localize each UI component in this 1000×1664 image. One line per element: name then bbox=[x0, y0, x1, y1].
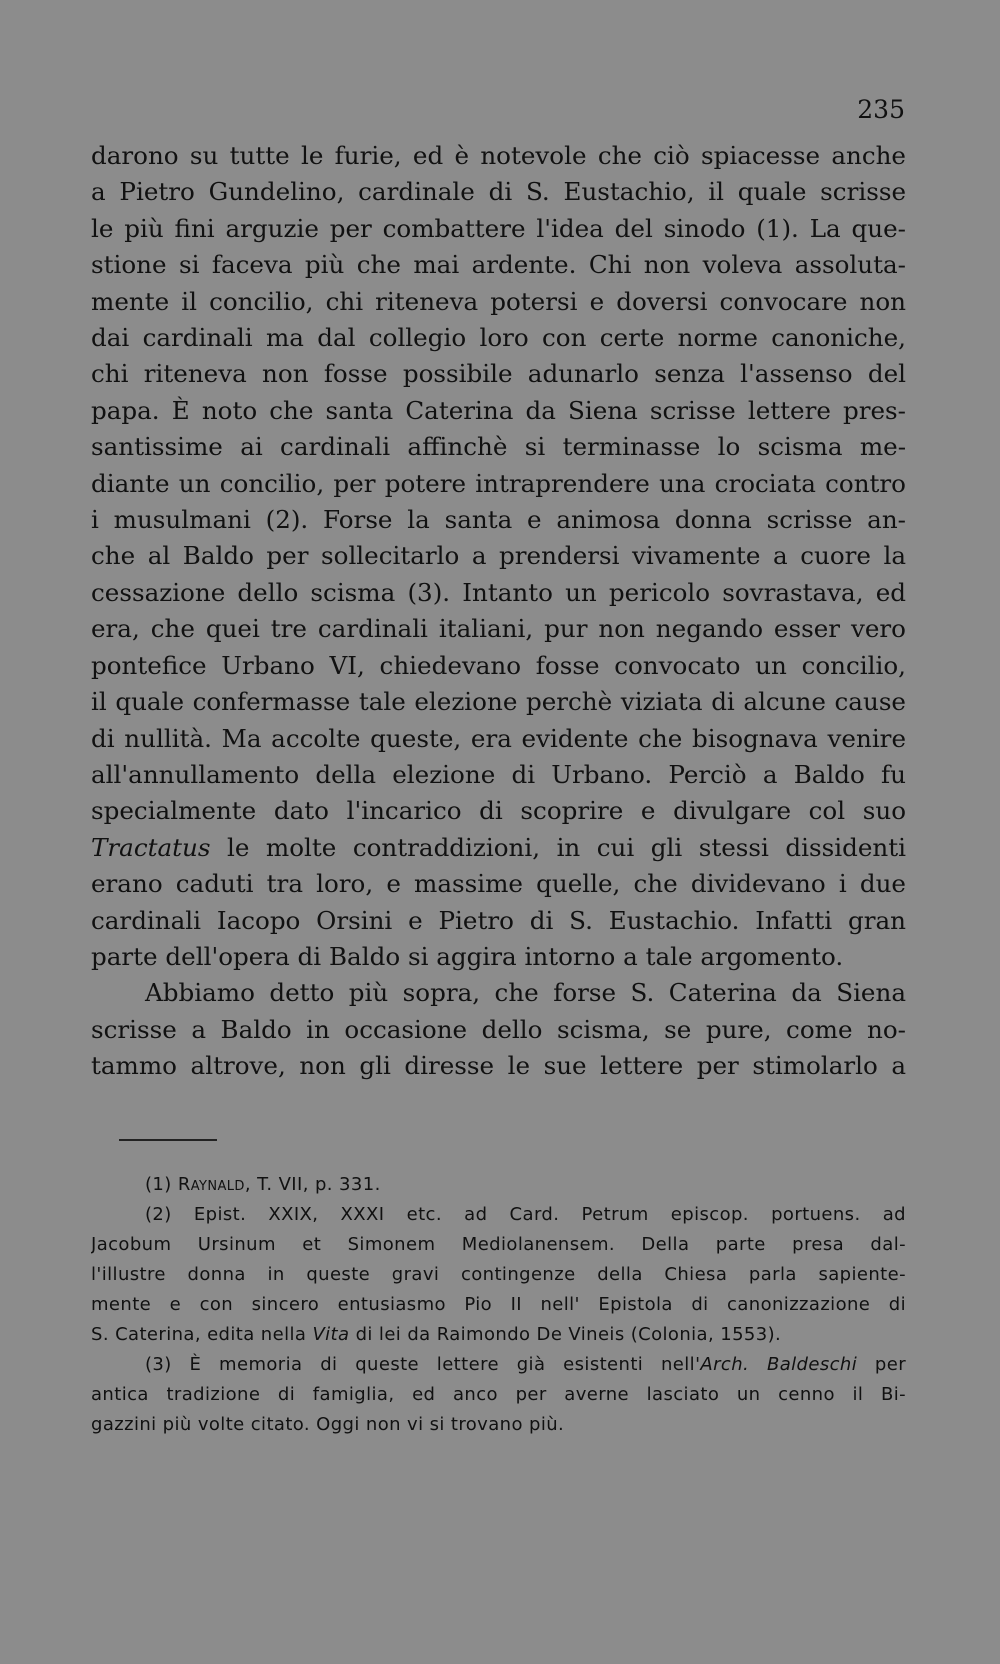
text-line: cessazione dello scisma (3). Intanto un pericolo sovrastava, ed bbox=[91, 577, 906, 607]
text-fragment: per bbox=[857, 1354, 906, 1375]
text-line: cardinali Iacopo Orsini e Pietro di S. Eustachio. Infatti gran bbox=[91, 905, 906, 935]
text-line: papa. È noto che santa Caterina da Siena scrisse lettere pres- bbox=[91, 395, 906, 425]
footnotes bbox=[91, 1170, 906, 1440]
footnote-2-line: Jacobum Ursinum et Simonem Mediolanensem. Della parte presa dal- bbox=[91, 1234, 906, 1255]
text-line: mente il concilio, chi riteneva potersi e doversi convocare non bbox=[91, 286, 906, 316]
text-fragment: S. Caterina, edita nella bbox=[91, 1324, 313, 1345]
text-line: chi riteneva non fosse possibile adunarlo senza l'assenso del bbox=[91, 359, 906, 389]
text-line: erano caduti tra loro, e massime quelle, che dividevano i due bbox=[91, 869, 906, 899]
text-line: tammo altrove, non gli diresse le sue lettere per stimolarlo a bbox=[91, 1051, 906, 1081]
text-line: le più fini arguzie per combattere l'idea del sinodo (1). La que- bbox=[91, 213, 906, 243]
text-line: di nullità. Ma accolte queste, era evidente che bisognava venire bbox=[91, 723, 906, 753]
text-line: parte dell'opera di Baldo si aggira intorno a tale argomento. bbox=[91, 941, 844, 971]
text-line: all'annullamento della elezione di Urbano. Perciò a Baldo fu bbox=[91, 759, 906, 789]
text-fragment: (3) È memoria di queste lettere già esistenti nell' bbox=[145, 1354, 701, 1375]
footnote-text: T. VII, p. 331. bbox=[257, 1174, 381, 1195]
footnote-divider bbox=[119, 1139, 217, 1141]
footnote-3-line bbox=[91, 1350, 906, 1380]
text-line: darono su tutte le furie, ed è notevole che ciò spiacesse anche bbox=[91, 141, 906, 170]
text-line: il quale confermasse tale elezione perchè viziata di alcune cause bbox=[91, 687, 906, 717]
footnote-1 bbox=[91, 1170, 906, 1200]
italic-title: Arch. Baldeschi bbox=[700, 1354, 858, 1375]
text-fragment: le molte contraddizioni, in cui gli stessi dissidenti bbox=[210, 832, 906, 862]
text-line: santissime ai cardinali affinchè si terminasse lo scisma me- bbox=[91, 432, 906, 462]
footnote-2-line: l'illustre donna in queste gravi contingenze della Chiesa parla sapiente- bbox=[91, 1264, 906, 1285]
text-line bbox=[91, 830, 906, 866]
page-number: 235 bbox=[857, 95, 905, 124]
footnote-3-line: antica tradizione di famiglia, ed anco per averne lasciato un cenno il Bi- bbox=[91, 1384, 906, 1405]
text-line: stione si faceva più che mai ardente. Chi non voleva assoluta- bbox=[91, 250, 906, 280]
text-line: dai cardinali ma dal collegio loro con certe norme canoniche, bbox=[91, 323, 906, 353]
text-line: pontefice Urbano VI, chiedevano fosse convocato un concilio, bbox=[91, 650, 906, 680]
italic-title: Vita bbox=[312, 1324, 350, 1345]
text-line: che al Baldo per sollecitarlo a prendersi vivamente a cuore la bbox=[91, 541, 906, 571]
footnote-author: Raynald, bbox=[177, 1174, 251, 1195]
text-line: a Pietro Gundelino, cardinale di S. Eustachio, il quale scrisse bbox=[91, 177, 906, 207]
footnote-2-line: (2) Epist. XXIX, XXXI etc. ad Card. Petrum episcop. portuens. ad bbox=[145, 1204, 906, 1225]
footnote-2-line bbox=[91, 1320, 906, 1350]
italic-title: Tractatus bbox=[91, 832, 211, 862]
footnote-3-line: gazzini più volte citato. Oggi non vi si trovano più. bbox=[91, 1414, 565, 1435]
footnote-number: (1) bbox=[145, 1174, 172, 1195]
text-line: scrisse a Baldo in occasione dello scisma, se pure, come no- bbox=[91, 1014, 906, 1044]
text-line: Abbiamo detto più sopra, che forse S. Caterina da Siena bbox=[145, 978, 906, 1008]
text-fragment: di lei da Raimondo De Vineis (Colonia, 1553). bbox=[349, 1324, 782, 1345]
main-text bbox=[91, 138, 906, 1085]
footnote-2-line: mente e con sincero entusiasmo Pio II nell' Epistola di canonizzazione di bbox=[91, 1294, 906, 1315]
text-line: specialmente dato l'incarico di scoprire e divulgare col suo bbox=[91, 796, 906, 826]
text-line: i musulmani (2). Forse la santa e animosa donna scrisse an- bbox=[91, 505, 906, 535]
text-line: diante un concilio, per potere intraprendere una crociata contro bbox=[91, 468, 906, 498]
text-line: era, che quei tre cardinali italiani, pur non negando esser vero bbox=[91, 614, 906, 644]
